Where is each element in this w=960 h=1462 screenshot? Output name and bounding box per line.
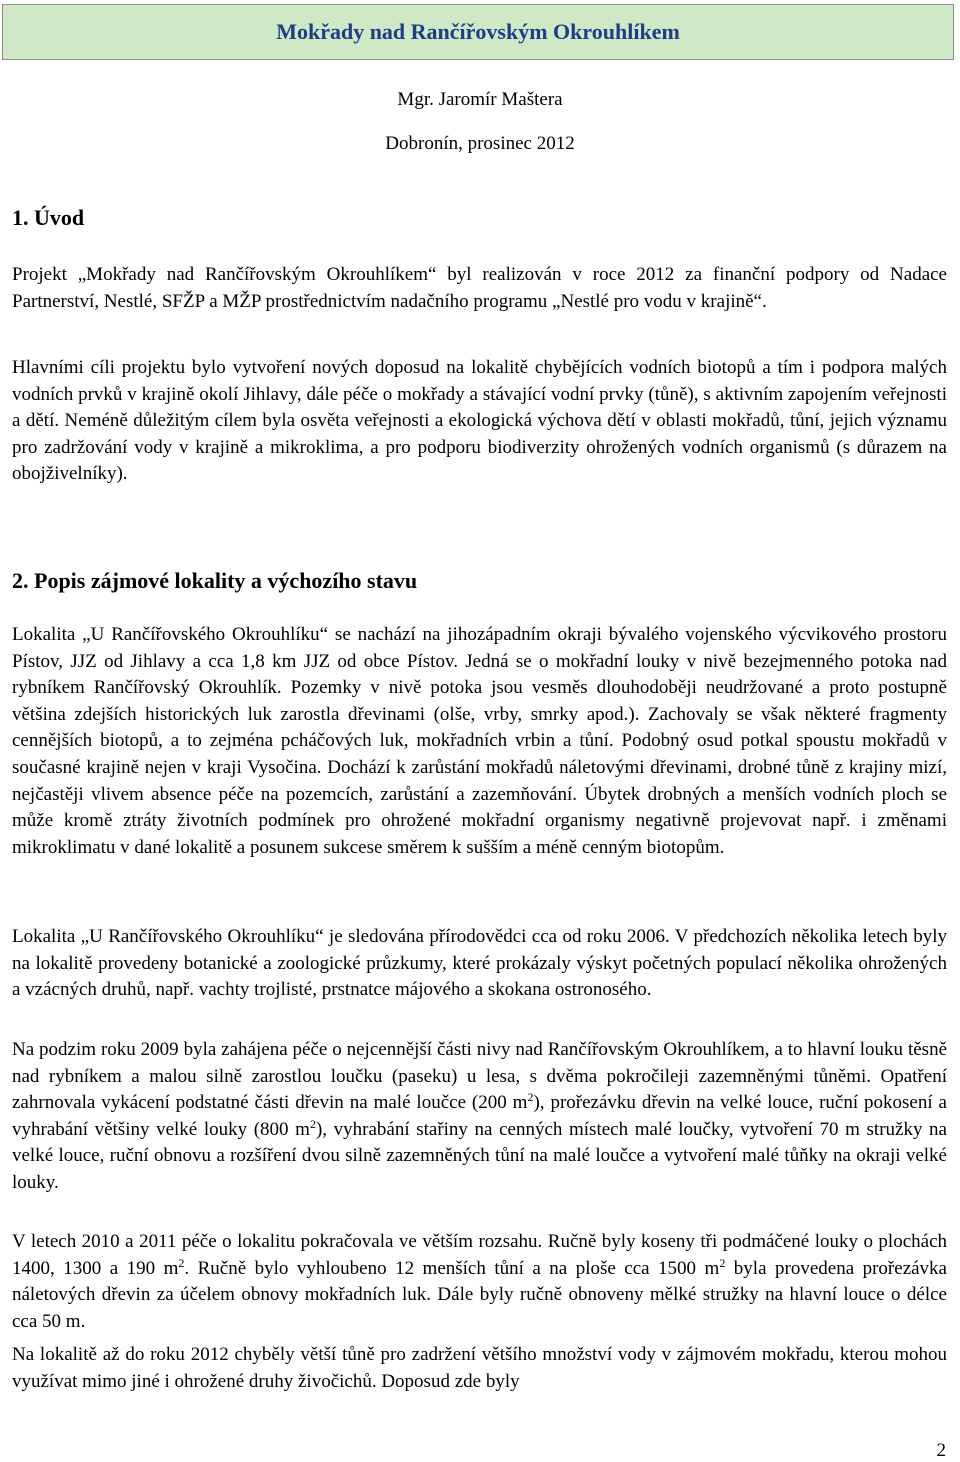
- section-2-paragraph-5: Na lokalitě až do roku 2012 chyběly větší tůně pro zadržení většího množství vody v zájmovém mokřadu, kterou mohou využívat mimo jiné i ohrožené druhy živočichů. Doposud zde byly: [12, 1344, 947, 1392]
- text-run: V letech 2010 a 2011 péče o lokalitu pokračovala ve větším rozsahu. Ručně byly koseny tři podmáčené louky o plochách 1400, 1300 a 190 m: [12, 1231, 947, 1279]
- page-number: 2: [936, 1440, 946, 1461]
- text-run: ), vyhrabání stařiny na cenných místech malé loučky, vytvoření 70 m stružky na velké louce, ruční obnovu a rozšíření dvou silně zazemněných tůní na malé loučce a vytvoření malé tůňky na okraji velké louky.: [12, 1118, 947, 1193]
- section-2-paragraph-4: [12, 1229, 947, 1335]
- text-run: byla provedena prořezávka náletových dřevin za účelem obnovy mokřadních luk. Dále byly ručně obnoveny mělké stružky na hlavní louce o délce cca 50 m.: [12, 1257, 947, 1332]
- text-run: ), prořezávku dřevin na velké louce, ruční pokosení a vyhrabání většiny velké louky (800 m: [12, 1092, 947, 1140]
- title-box: [2, 4, 954, 60]
- section-2-heading: 2. Popis zájmové lokality a výchozího stavu: [12, 568, 418, 593]
- section-1-heading: 1. Úvod: [12, 205, 85, 230]
- superscript: 2: [178, 1255, 185, 1270]
- text-run: Na podzim roku 2009 byla zahájena péče o nejcennější části nivy nad Rančířovským Okrouhlíkem, a to hlavní louku těsně nad rybníkem a malou silně zarostlou loučku (paseku) u lesa, s dvěma pokročileji zazemněnými tůněmi. Opatření zahrnovala vykácení podstatné části dřevin na malé loučce (200 m: [12, 1039, 947, 1114]
- superscript: 2: [719, 1255, 726, 1270]
- document-title: Mokřady nad Rančířovským Okrouhlíkem: [276, 19, 680, 44]
- section-2-paragraph-1: Lokalita „U Rančířovského Okrouhlíku“ se nachází na jihozápadním okraji bývalého vojenského výcvikového prostoru Pístov, JJZ od Jihlavy a cca 1,8 km JJZ od obce Pístov. Jedná se o mokřadní louky v nivě bezejmenného potoka nad rybníkem Rančířovský Okrouhlík. Pozemky v nivě potoka jsou vesměs dlouhodoběji neudržované a proto postupně většina zdejších historických luk zarostla dřevinami (olše, vrby, smrky apod.). Zachovaly se však některé fragmenty cennějších biotopů, a to zejména pcháčových luk, mokřadních vrbin a tůní. Podobný osud potkal spoustu mokřadů v současné krajině nejen v kraji Vysočina. Dochází k zarůstání mokřadů náletovými dřevinami, drobné tůně z krajiny mizí, nejčastěji vlivem absence péče na pozemcích, zarůstání a zazemňování. Úbytek drobných a menších vodních ploch se může kromě ztráty životních podmínek pro ohrožené mokřadní organismy negativně projevovat např. i změnami mikroklimatu v dané lokalitě a posunem sukcese směrem k sušším a méně cenným biotopům.: [12, 624, 947, 858]
- author: Mgr. Jaromír Maštera: [397, 89, 563, 110]
- superscript: 2: [309, 1116, 316, 1131]
- section-2-paragraph-2: Lokalita „U Rančířovského Okrouhlíku“ je sledována přírodovědci cca od roku 2006. V předchozích několika letech byly na lokalitě provedeny botanické a zoologické průzkumy, které prokázaly výskyt početných populací několika ohrožených a vzácných druhů, např. vachty trojlisté, prstnatce májového a skokana ostronosého.: [12, 926, 947, 1001]
- text-run: . Ručně bylo vyhloubeno 12 menších tůní a na ploše cca 1500 m: [184, 1257, 720, 1279]
- place-date: Dobronín, prosinec 2012: [385, 133, 575, 154]
- section-1-paragraph-1: Projekt „Mokřady nad Rančířovským Okrouhlíkem“ byl realizován v roce 2012 za finanční podpory od Nadace Partnerství, Nestlé, SFŽP a MŽP prostřednictvím nadačního programu „Nestlé pro vodu v krajině“.: [12, 264, 947, 312]
- superscript: 2: [527, 1090, 534, 1105]
- section-1-paragraph-2: Hlavními cíli projektu bylo vytvoření nových doposud na lokalitě chybějících vodních biotopů a tím i podpora malých vodních prvků v krajině okolí Jihlavy, dále péče o mokřady a stávající vodní prvky (tůně), s aktivním zapojením veřejnosti a dětí. Neméně důležitým cílem byla osvěta veřejnosti a ekologická výchova dětí v oblasti mokřadů, tůní, jejich významu pro zadržování vody v krajině a mikroklima, a pro podporu biodiverzity ohrožených vodních organismů (s důrazem na obojživelníky).: [12, 357, 947, 485]
- section-2-paragraph-3: [12, 1037, 947, 1197]
